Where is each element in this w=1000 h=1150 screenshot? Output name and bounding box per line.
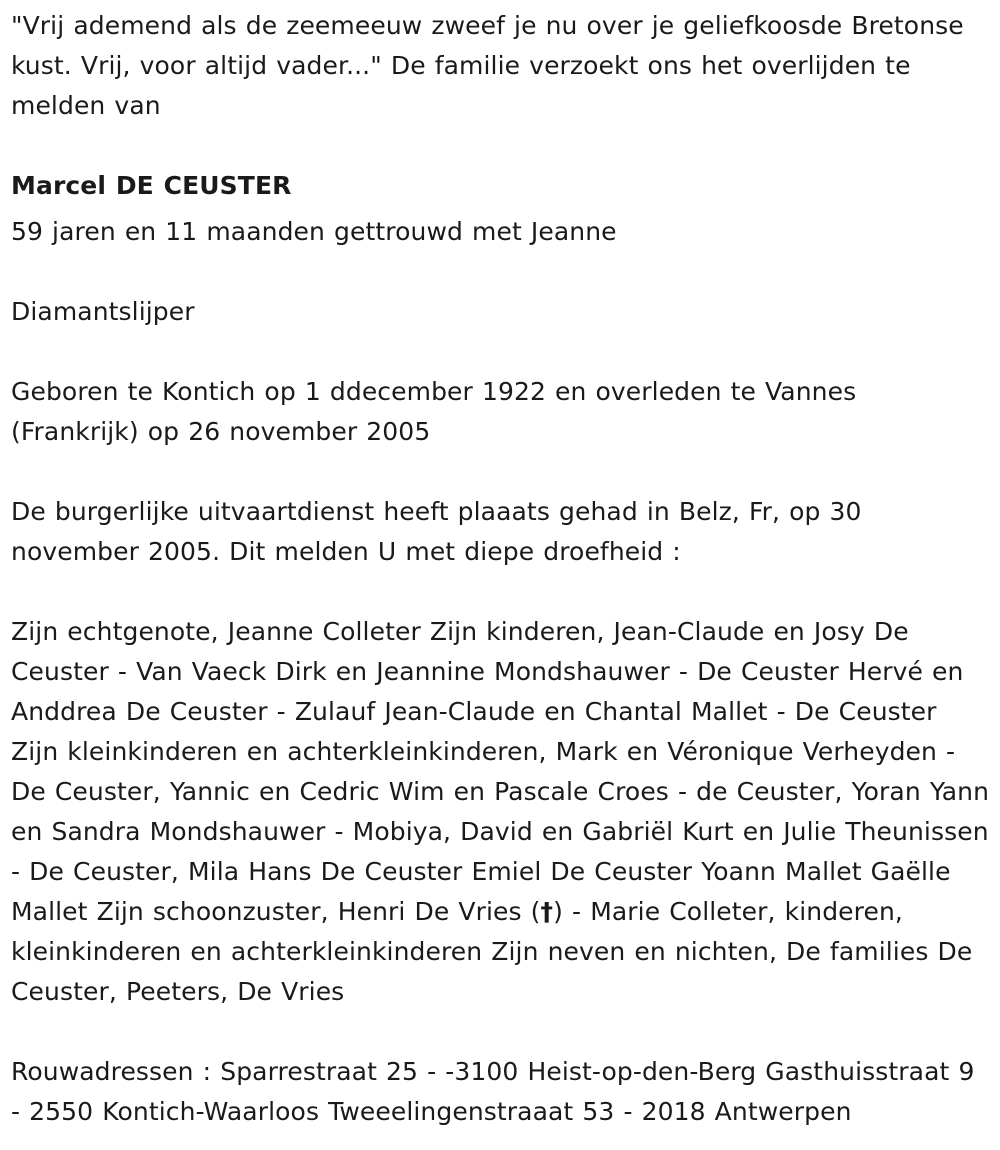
cross-icon: † [540,897,554,926]
family-list [11,612,991,1012]
family-text-part-1: Zijn echtgenote, Jeanne Colleter Zijn kinderen, Jean-Claude en Josy De Ceuster - Van Vaeck Dirk en Jeannine Mondshauwer - De Ceuster Hervé en Anddrea De Ceuster - Zulauf Jean-Claude en Chantal Mallet - De Ceuster Zijn kleinkinderen en achterkleinkinderen, Mark en Véronique Verheyden - De Ceuster, Yannic en Cedric Wim en Pascale Croes - de Ceuster, Yoran Yann en Sandra Mondshauwer - Mobiya, David en Gabriël Kurt en Julie Theunissen - De Ceuster, Mila Hans De Ceuster Emiel De Ceuster Yoann Mallet Gaëlle Mallet Zijn schoonzuster, Henri De Vries ( [11,617,990,926]
deceased-name: Marcel DE CEUSTER [11,171,292,200]
funeral-line: De burgerlijke uitvaartdienst heeft plaaats gehad in Belz, Fr, op 30 november 2005. Dit melden U met diepe droefheid : [11,497,862,566]
intro-quote: "Vrij ademend als de zeemeeuw zweef je nu over je geliefkoosde Bretonse kust. Vrij, voor altijd vader..." De familie verzoekt ons het overlijden te melden van [11,11,964,120]
mourning-addresses: Rouwadressen : Sparrestraat 25 - -3100 Heist-op-den-Berg Gasthuisstraat 9 - 2550 Kontich-Waarloos Tweeelingenstraaat 53 - 2018 Antwerpen [11,1057,975,1126]
family-text-part-2: ) - Marie Colleter, kinderen, kleinkinderen en achterkleinkinderen Zijn neven en nichten, De families De Ceuster, Peeters, De Vries [11,897,973,1006]
death-notice [11,6,991,1132]
birth-death-line: Geboren te Kontich op 1 ddecember 1922 en overleden te Vannes (Frankrijk) op 26 november 2005 [11,377,857,446]
profession: Diamantslijper [11,297,195,326]
marriage-line: 59 jaren en 11 maanden gettrouwd met Jeanne [11,217,617,246]
